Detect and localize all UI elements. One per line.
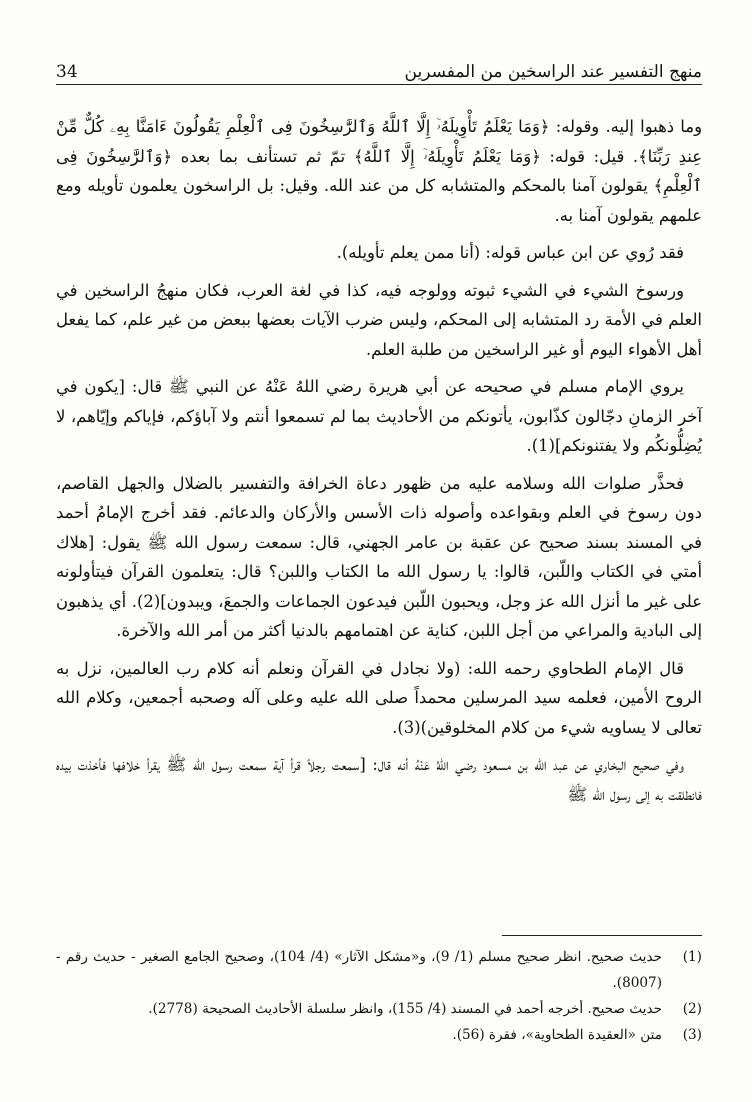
page-number: 34 xyxy=(56,62,78,82)
paragraph: ورسوخ الشيء في الشيء ثبوته وولوجه فيه، كذا في لغة العرب، فكان منهجُ الراسخين في العلم في الأمة رد المتشابه إلى المحكم، وليس ضرب الآيات بعضها ببعض من غير علم، كما يفعل أهل الأهواء اليوم أو غير الراسخين من طلبة العلم. xyxy=(56,280,702,359)
footnote-separator xyxy=(502,935,702,936)
paragraph: يروي الإمام مسلم في صحيحه عن أبي هريرة رضي اللهُ عَنْهُ عن النبي ﷺ قال: [يكون في آخر الزمانِ دجّالون كذّابون، يأتونكم من الأحاديث بما لم تسمعوا أنتم ولا آباؤكم، فإياكم وإيّاهم، لا يُضِلُّونكُم ولا يفتنونكم](1). xyxy=(56,377,702,455)
footnote-number: (3) xyxy=(682,1027,702,1043)
footnote xyxy=(56,996,702,1022)
footnote-text: حديث صحيح. أخرجه أحمد في المسند (4/ 155)، وانظر سلسلة الأحاديث الصحيحة (2778). xyxy=(148,1001,662,1017)
footnote xyxy=(56,1022,702,1048)
running-title: منهج التفسير عند الراسخين من المفسرين xyxy=(404,62,702,82)
footnote-number: (1) xyxy=(682,949,702,965)
footnote xyxy=(56,944,702,996)
footnote-number: (2) xyxy=(682,1001,702,1017)
footnote-text: حديث صحيح. انظر صحيح مسلم (1/ 9)، و«مشكل الآثار» (4/ 104)، وصحيح الجامع الصغير - حديث رقم - (8007). xyxy=(56,949,663,991)
paragraph: وفي صحيح البخاري عن عبد الله بن مسعود رضي اللهُ عَنْهُ أنه قال: [سمعت رجلاً قرأ آية سمعت رسول الله ﷺ يقرأ خلافها فأخذت بيده فانطلقت به إلى رسول الله ﷺ xyxy=(56,755,702,804)
footnote-text: متن «العقيدة الطحاوية»، فقرة (56). xyxy=(452,1027,662,1043)
paragraph: فقد رُوي عن ابن عباس قوله: (أنا ممن يعلم تأويله). xyxy=(336,243,684,262)
paragraph: وما ذهبوا إليه. وقوله: ﴿وَمَا يَعْلَمُ تَأْوِيلَهُۥٓ إِلَّا ٱللَّهُ وَٱلرَّٰسِخُونَ فِى ٱلْعِلْمِ يَقُولُونَ ءَامَنَّا بِهِۦ كُلٌّ مِّنْ عِندِ رَبِّنَا﴾. قيل: قوله: ﴿وَمَا يَعْلَمُ تَأْوِيلَهُۥٓ إِلَّا ٱللَّهُ﴾ تمّ ثم تستأنف بما بعده ﴿وَٱلرَّٰسِخُونَ فِى ٱلْعِلْمِ﴾ يقولون آمنا بالمحكم والمتشابه كل من عند الله. وقيل: بل الراسخون يعلمون تأويله ومع علمهم يقولون آمنا به. xyxy=(56,117,702,225)
body-text xyxy=(56,112,702,817)
page-header xyxy=(56,54,702,85)
paragraph: فحذَّر صلوات الله وسلامه عليه من ظهور دعاة الخرافة والتفسير بالضلال والجهل القاصم، دون رسوخ في العلم وبقواعده وأصوله ذات الأسس والأركان والدعائم. فقد أخرج الإمامُ أحمد في المسند بسند صحيح عن عقبة بن عامر الجهني، قال: سمعت رسول الله ﷺ يقول: [هلاك أمتي في الكتاب واللّبن، قالوا: يا رسول الله ما الكتاب واللبن؟ قال: يتعلمون القرآن فيتأولونه على غير ما أنزل الله عز وجل، ويحبون اللّبن فيدعون الجماعات والجمعَ، ويبدون](2). أي يذهبون إلى البادية والمراعي من أجل اللبن، كناية عن اهتمامهم بالدنيا أكثر من أمر الله والآخرة. xyxy=(56,473,703,640)
footnotes xyxy=(56,944,702,1048)
paragraph: قال الإمام الطحاوي رحمه الله: (ولا نجادل في القرآن ونعلم أنه كلام رب العالمين، نزل به الروح الأمين، فعلمه سيد المرسلين محمداً صلى الله عليه وعلى آله وصحبه أجمعين، وكلام الله تعالى لا يساويه شيء من كلام المخلوقين)(3). xyxy=(56,658,702,737)
